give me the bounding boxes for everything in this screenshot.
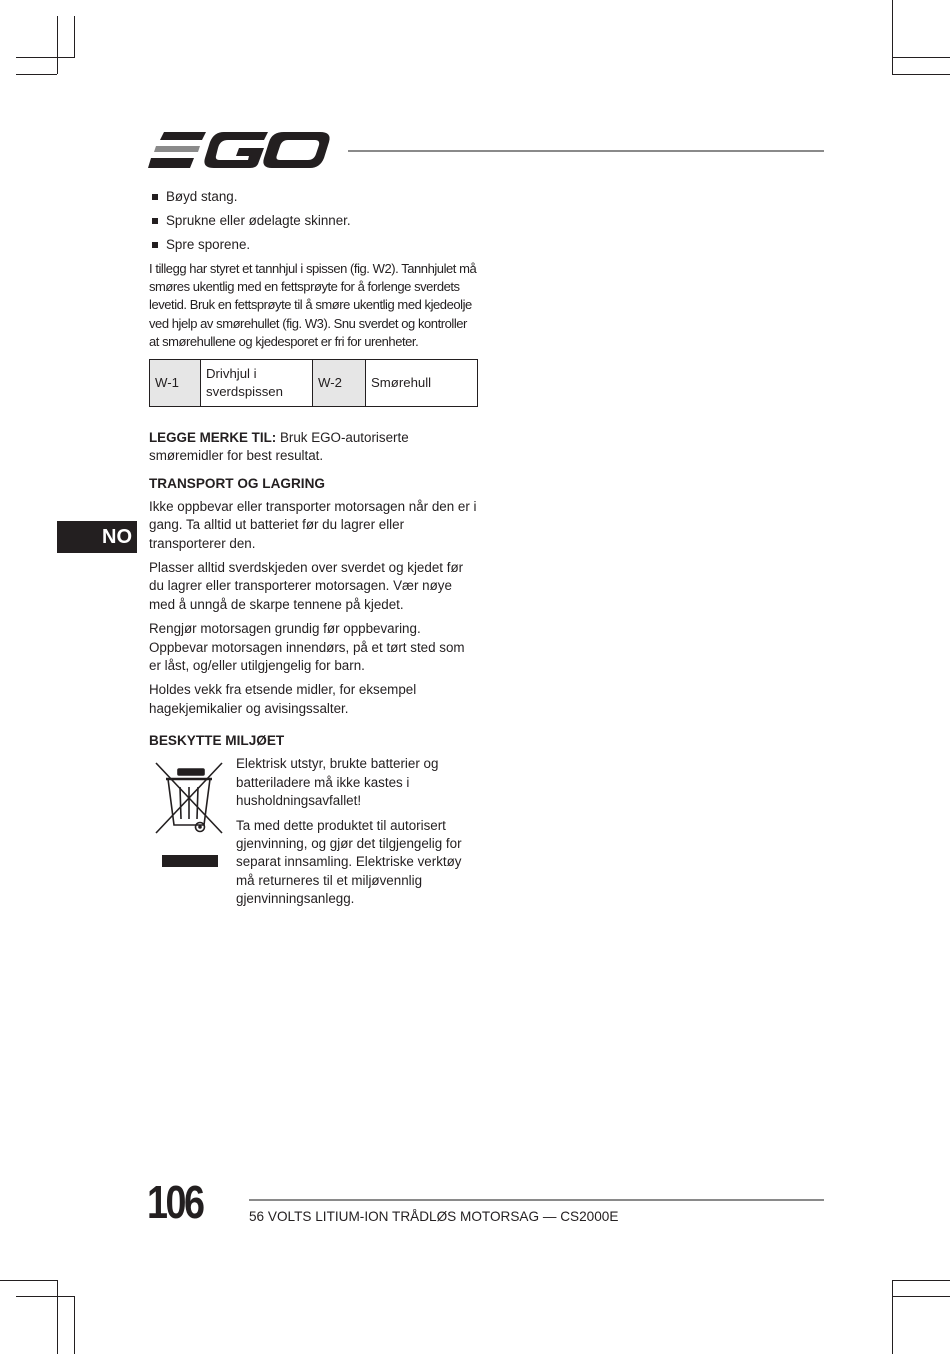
bullet-list [149, 188, 479, 254]
footer-rule [249, 1199, 824, 1201]
bullet-square-icon [152, 242, 158, 248]
table-cell-code: W-1 [150, 360, 201, 407]
crop-mark [57, 16, 58, 74]
note-label: LEGGE MERKE TIL: [149, 430, 277, 446]
list-item-text: Bøyd stang. [166, 189, 238, 204]
intro-paragraph: I tillegg har styret et tannhjul i spissen (fig. W2). Tannhjulet må smøres ukentlig med en fettsprøyte for å forlenge sverdets levetid. Bruk en fettsprøyte til å smøre ukentlig med kjedeolje ved hjelp av smørehullet (fig. W3). Snu sverdet og kontroller at smørehullene og kjedesporet er fri for urenheter. [149, 261, 477, 349]
list-item [149, 188, 479, 206]
crop-mark [892, 57, 950, 58]
figure-legend-table [149, 359, 478, 407]
table-cell-label: Drivhjul i sverdspissen [201, 360, 313, 407]
list-item [149, 236, 479, 254]
list-item [149, 212, 479, 230]
language-tab: NO [57, 521, 137, 553]
environment-heading: BESKYTTE MILJØET [149, 733, 285, 749]
crop-mark [16, 1296, 74, 1297]
crop-mark [57, 1280, 58, 1354]
bullet-square-icon [152, 218, 158, 224]
crop-mark [892, 1296, 950, 1297]
crop-mark [892, 74, 950, 75]
note-paragraph [149, 429, 479, 466]
environment-section [149, 755, 479, 925]
list-item-text: Spre sporene. [166, 237, 251, 252]
environment-paragraph: Ta med dette produktet til autorisert gjenvinning, og gjør det tilgjengelig for separat innsamling. Elektriske verktøy må returneres til et miljøvennlig gjenvinningsanlegg. [236, 817, 462, 907]
transport-paragraph: Ikke oppbevar eller transporter motorsagen når den er i gang. Ta alltid ut batteriet før du lagrer eller transporterer den. [149, 498, 477, 551]
crop-mark [892, 1280, 893, 1354]
main-content [149, 188, 479, 925]
crop-mark [0, 1280, 58, 1281]
transport-paragraph: Holdes vekk fra etsende midler, for eksempel hagekjemikalier og avisingssalter. [149, 682, 417, 716]
table-cell-label: Smørehull [366, 360, 478, 407]
bullet-square-icon [152, 194, 158, 200]
transport-heading: TRANSPORT OG LAGRING [149, 475, 325, 491]
ego-logo [148, 128, 332, 177]
crop-mark [16, 57, 74, 58]
transport-paragraph: Rengjør motorsagen grundig før oppbevaring. Oppbevar motorsagen innendørs, på et tørt sted som er låst, og/eller utilgjengelig for barn. [149, 621, 465, 674]
table-cell-code: W-2 [313, 360, 366, 407]
crop-mark [892, 0, 893, 74]
crop-mark [892, 1280, 950, 1281]
note-text: Bruk EGO-autoriserte smøremidler for best resultat. [149, 430, 409, 464]
page-number: 106 [147, 1176, 203, 1228]
crop-mark [74, 16, 75, 58]
crossed-out-wheelie-bin-icon [154, 761, 226, 872]
crop-mark [16, 74, 57, 75]
crop-mark [74, 1296, 75, 1354]
list-item-text: Sprukne eller ødelagte skinner. [166, 213, 351, 228]
environment-paragraph: Elektrisk utstyr, brukte batterier og batteriladere må ikke kastes i husholdningsavfallet! [236, 756, 439, 809]
transport-paragraph: Plasser alltid sverdskjeden over sverdet og kjedet før du lagrer eller transporterer motorsagen. Vær nøye med å unngå de skarpe tennene på kjedet. [149, 560, 464, 612]
header-rule [348, 150, 824, 152]
environment-text [236, 755, 481, 914]
footer-title: 56 VOLTS LITIUM-ION TRÅDLØS MOTORSAG — CS2000E [249, 1209, 619, 1224]
table-row [150, 360, 478, 407]
